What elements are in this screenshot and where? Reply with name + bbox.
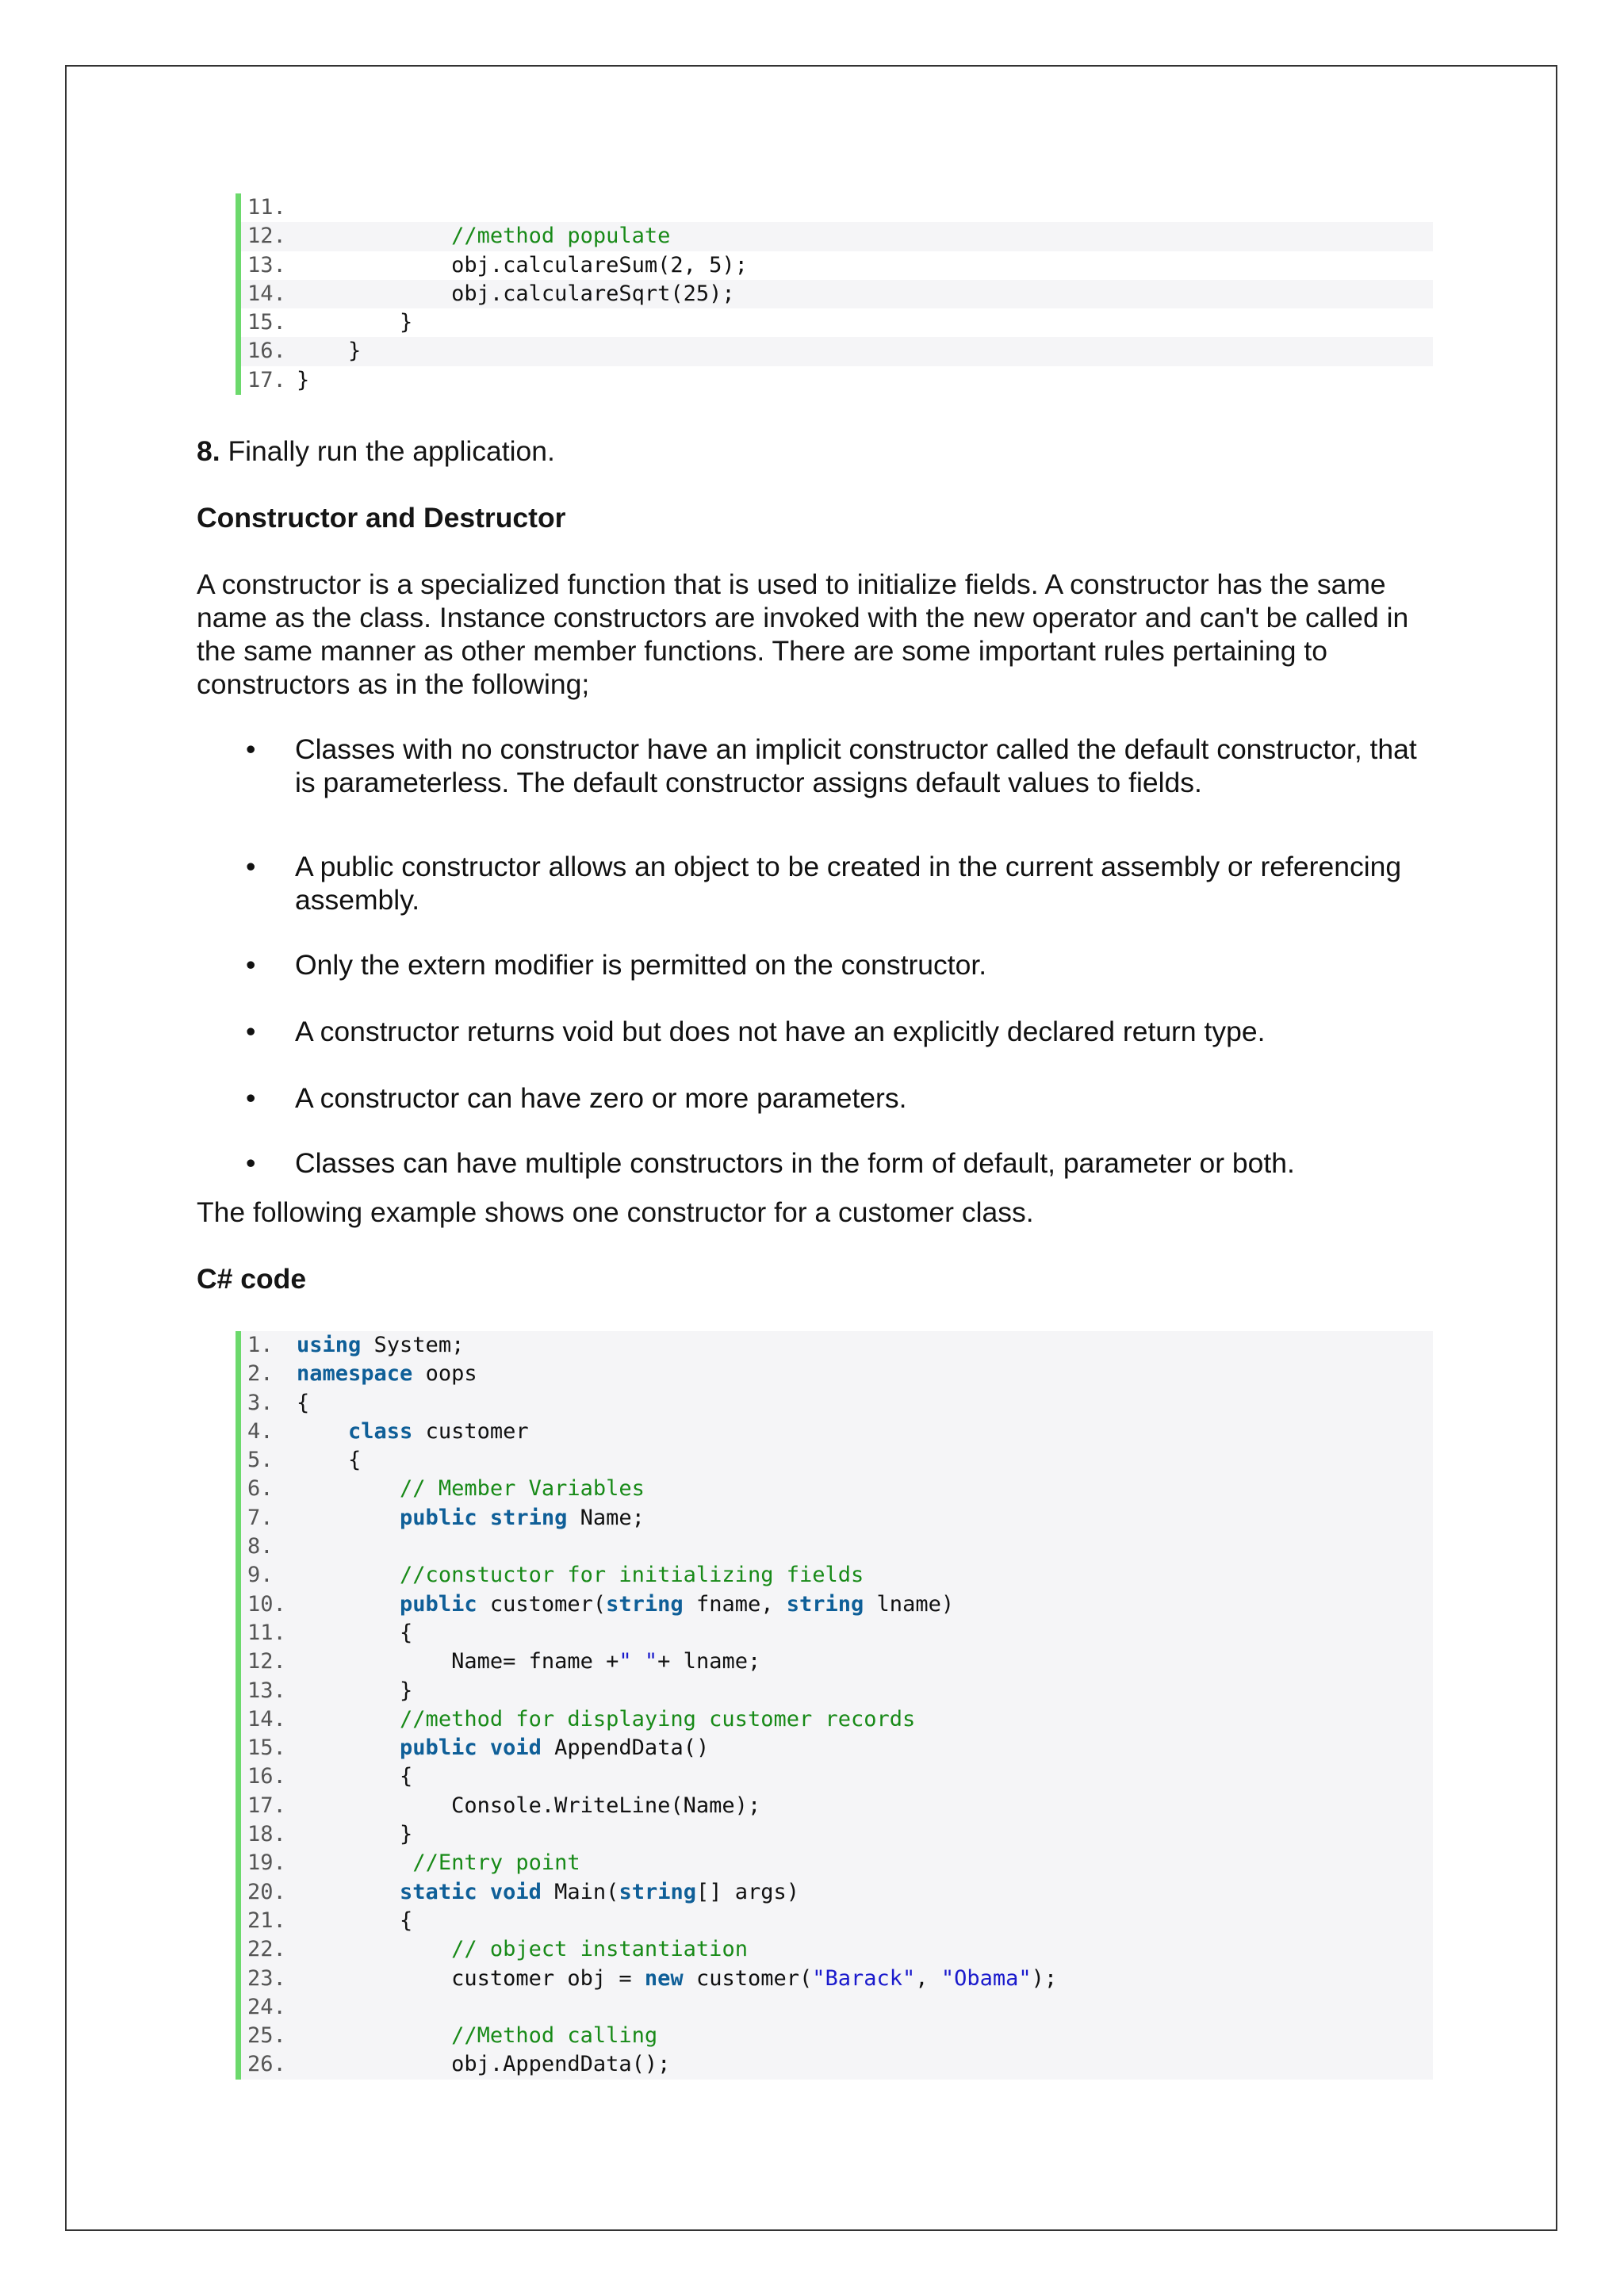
- line-number: 14.: [247, 1706, 286, 1732]
- line-number: 14.: [247, 281, 286, 306]
- code-keyword: string: [619, 1879, 696, 1904]
- code-token: AppendData(): [541, 1735, 710, 1761]
- code-text: [297, 1504, 645, 1533]
- code-token: lname): [864, 1591, 955, 1617]
- line-number: 23.: [247, 1965, 286, 1991]
- bullet-icon: •: [246, 851, 256, 882]
- code-line: [241, 1446, 1433, 1475]
- code-text: [297, 1677, 412, 1705]
- code-keyword: namespace: [297, 1361, 413, 1387]
- line-number: 13.: [247, 1678, 286, 1703]
- code-token: [477, 1735, 490, 1760]
- list-item-text: A constructor can have zero or more parameters.: [295, 1082, 907, 1114]
- code-text: [297, 2050, 670, 2079]
- code-token: {: [297, 1908, 413, 1933]
- line-number: 2.: [247, 1361, 274, 1387]
- list-item-text: Classes with no constructor have an implicit constructor called the default constructor, that is parameterless. The default constructor assigns default values to fields.: [295, 733, 1417, 798]
- code-keyword: class: [348, 1418, 413, 1444]
- code-line: [241, 251, 1433, 280]
- line-number: 8.: [247, 1534, 274, 1559]
- line-number: 6.: [247, 1476, 274, 1502]
- line-number: 21.: [247, 1908, 286, 1933]
- line-number: 12.: [247, 224, 286, 249]
- code-text: [297, 1647, 760, 1676]
- code-text: [297, 1561, 864, 1590]
- code-token: [297, 1937, 451, 1961]
- code-line: [241, 1561, 1433, 1590]
- code-token: [297, 1880, 400, 1904]
- code-line: [241, 1907, 1433, 1935]
- code-text: [297, 1820, 412, 1849]
- code-token: {: [297, 1390, 310, 1415]
- code-text: [297, 1705, 915, 1734]
- code-comment: //method for displaying customer records: [400, 1706, 916, 1732]
- code-string: "Barack": [812, 1965, 916, 1991]
- code-line: [241, 1762, 1433, 1791]
- code-line: [241, 280, 1433, 308]
- code-text: [297, 1849, 580, 1877]
- code-token: Name= fname +: [297, 1649, 619, 1674]
- step-8-paragraph: [197, 434, 1434, 468]
- code-line: [241, 2022, 1433, 2050]
- code-string: "Obama": [940, 1965, 1032, 1991]
- intro-paragraph: A constructor is a specialized function that is used to initialize fields. A constructor has the same name as the class. Instance constructors are invoked with the new operator and can't be called in the same manner as other member functions. There are some important rules pertaining to constructors as in the following;: [197, 568, 1409, 700]
- code-line: [241, 222, 1433, 251]
- code-text: [297, 337, 361, 365]
- code-text: [297, 1389, 309, 1418]
- line-number: 24.: [247, 1994, 286, 2019]
- code-text: [297, 280, 735, 308]
- code-line: [241, 1504, 1433, 1533]
- line-number: 25.: [247, 2023, 286, 2049]
- code-token: }: [297, 367, 310, 392]
- code-token: [297, 2023, 451, 2048]
- bullet-icon: •: [246, 1016, 256, 1047]
- line-number: 17.: [247, 1793, 286, 1818]
- list-item-text: A public constructor allows an object to be created in the current assembly or referencing assembly.: [295, 851, 1402, 916]
- line-number: 17.: [247, 367, 286, 392]
- line-number: 11.: [247, 195, 286, 220]
- section-heading: Constructor and Destructor: [197, 502, 566, 534]
- step-text: Finally run the application.: [220, 435, 555, 467]
- code-line: [241, 308, 1433, 337]
- code-text: [297, 1907, 412, 1935]
- line-number: 3.: [247, 1390, 274, 1415]
- code-token: customer(: [477, 1591, 607, 1617]
- line-number: 11.: [247, 1620, 286, 1645]
- code-comment: //Entry point: [412, 1850, 580, 1876]
- code-token: [297, 1419, 348, 1444]
- code-text: [297, 1762, 412, 1791]
- code-token: [297, 1563, 400, 1587]
- code-token: Name;: [567, 1505, 645, 1530]
- code-keyword: public: [400, 1505, 477, 1530]
- code-line: [241, 1418, 1433, 1446]
- code-token: }: [297, 339, 362, 364]
- code-comment: //constuctor for initializing fields: [400, 1563, 864, 1588]
- line-number: 7.: [247, 1505, 274, 1530]
- code-token: fname,: [683, 1591, 787, 1617]
- code-token: Console.WriteLine(Name);: [297, 1793, 761, 1818]
- code-token: [297, 1592, 400, 1617]
- line-number: 10.: [247, 1591, 286, 1617]
- code-line: [241, 1734, 1433, 1762]
- list-item-text: Only the extern modifier is permitted on the constructor.: [295, 949, 987, 981]
- code-token: + lname;: [657, 1649, 761, 1674]
- code-keyword: new: [644, 1965, 684, 1991]
- code-token: }: [297, 1678, 413, 1703]
- code-text: [297, 1935, 748, 1964]
- example-intro: The following example shows one constructor for a customer class.: [197, 1196, 1034, 1228]
- code-text: [297, 1418, 529, 1446]
- code-token: customer: [412, 1418, 529, 1444]
- line-number: 9.: [247, 1563, 274, 1588]
- code-text: [297, 366, 309, 395]
- line-number: 18.: [247, 1822, 286, 1847]
- bullet-icon: •: [246, 733, 256, 765]
- code-line: [241, 1935, 1433, 1964]
- code-line: [241, 1389, 1433, 1418]
- code-line: [241, 1965, 1433, 1993]
- code-line: [241, 1619, 1433, 1647]
- code-text: [297, 1734, 709, 1762]
- line-number: 16.: [247, 1764, 286, 1789]
- code-line: [241, 1820, 1433, 1849]
- code-token: [] args): [695, 1879, 800, 1904]
- code-token: oops: [412, 1361, 477, 1387]
- code-keyword: public: [400, 1591, 477, 1617]
- code-token: ,: [915, 1965, 941, 1991]
- list-item-text: A constructor returns void but does not have an explicitly declared return type.: [295, 1016, 1266, 1047]
- line-number: 16.: [247, 339, 286, 364]
- code-token: System;: [361, 1333, 465, 1357]
- code-text: [297, 1792, 760, 1820]
- code-text: [297, 1360, 477, 1388]
- code-line: [241, 1849, 1433, 1877]
- code-line: [241, 1331, 1433, 1360]
- code-line: [241, 366, 1433, 395]
- code-token: }: [297, 1822, 413, 1847]
- code-token: obj.calculareSum(2, 5);: [297, 252, 748, 277]
- code-text: [297, 1475, 645, 1503]
- line-number: 5.: [247, 1448, 274, 1473]
- line-number: 4.: [247, 1418, 274, 1444]
- line-number: 26.: [247, 2052, 286, 2077]
- code-token: Main(: [541, 1879, 619, 1904]
- code-comment: // Member Variables: [400, 1476, 645, 1502]
- code-token: customer obj =: [297, 1965, 645, 1991]
- code-string: " ": [619, 1649, 658, 1674]
- code-token: obj.calculareSqrt(25);: [297, 281, 735, 306]
- code-text: [297, 1446, 361, 1475]
- code-token: [297, 1707, 400, 1732]
- code-token: );: [1031, 1965, 1058, 1991]
- code-token: [297, 1850, 412, 1875]
- line-number: 15.: [247, 1735, 286, 1761]
- code-heading: C# code: [197, 1263, 307, 1295]
- code-token: [477, 1506, 490, 1530]
- code-text: [297, 1619, 412, 1647]
- code-line: [241, 1590, 1433, 1619]
- code-line: [241, 1677, 1433, 1705]
- code-line: [241, 1360, 1433, 1388]
- line-number: 20.: [247, 1879, 286, 1904]
- code-keyword: static: [400, 1879, 477, 1904]
- bullet-icon: •: [246, 949, 256, 981]
- code-comment: // object instantiation: [451, 1937, 748, 1962]
- code-line: [241, 1533, 1433, 1561]
- code-line: [241, 1475, 1433, 1503]
- code-text: [297, 2022, 657, 2050]
- code-token: [297, 224, 451, 248]
- code-token: [297, 1506, 400, 1530]
- code-line: [241, 193, 1433, 222]
- code-block-csharp: [236, 1331, 1433, 2080]
- bullet-icon: •: [246, 1082, 256, 1114]
- code-line: [241, 337, 1433, 365]
- code-token: {: [297, 1448, 362, 1473]
- code-line: [241, 1878, 1433, 1907]
- code-token: {: [297, 1620, 413, 1645]
- code-comment: //method populate: [451, 224, 671, 249]
- code-text: [297, 1590, 954, 1619]
- bullet-icon: •: [246, 1147, 256, 1179]
- code-keyword: public: [400, 1735, 477, 1761]
- line-number: 13.: [247, 252, 286, 277]
- code-line: [241, 2050, 1433, 2079]
- code-token: {: [297, 1764, 413, 1789]
- code-keyword: void: [489, 1879, 542, 1904]
- code-line: [241, 1792, 1433, 1820]
- line-number: 12.: [247, 1649, 286, 1674]
- list-item-text: Classes can have multiple constructors in the form of default, parameter or both.: [295, 1147, 1295, 1179]
- code-token: }: [297, 310, 413, 335]
- code-text: [297, 1965, 1057, 1993]
- code-token: [477, 1880, 490, 1904]
- line-number: 22.: [247, 1937, 286, 1962]
- line-number: 19.: [247, 1850, 286, 1876]
- code-text: [297, 251, 748, 280]
- code-token: [297, 1476, 400, 1501]
- code-keyword: string: [489, 1505, 568, 1530]
- step-number: 8.: [197, 435, 220, 467]
- code-text: [297, 308, 412, 337]
- code-token: obj.AppendData();: [297, 2052, 671, 2077]
- code-keyword: string: [786, 1591, 864, 1617]
- code-token: [297, 1735, 400, 1760]
- code-keyword: string: [606, 1591, 684, 1617]
- code-line: [241, 1647, 1433, 1676]
- code-comment: //Method calling: [451, 2023, 658, 2049]
- code-line: [241, 1993, 1433, 2022]
- code-text: [297, 1331, 464, 1360]
- code-block-continuation: [236, 193, 1433, 395]
- code-keyword: void: [489, 1735, 542, 1761]
- code-keyword: using: [297, 1333, 362, 1357]
- code-token: customer(: [683, 1965, 813, 1991]
- line-number: 1.: [247, 1333, 274, 1357]
- code-line: [241, 1705, 1433, 1734]
- code-text: [297, 1878, 799, 1907]
- line-number: 15.: [247, 310, 286, 335]
- code-text: [297, 222, 670, 251]
